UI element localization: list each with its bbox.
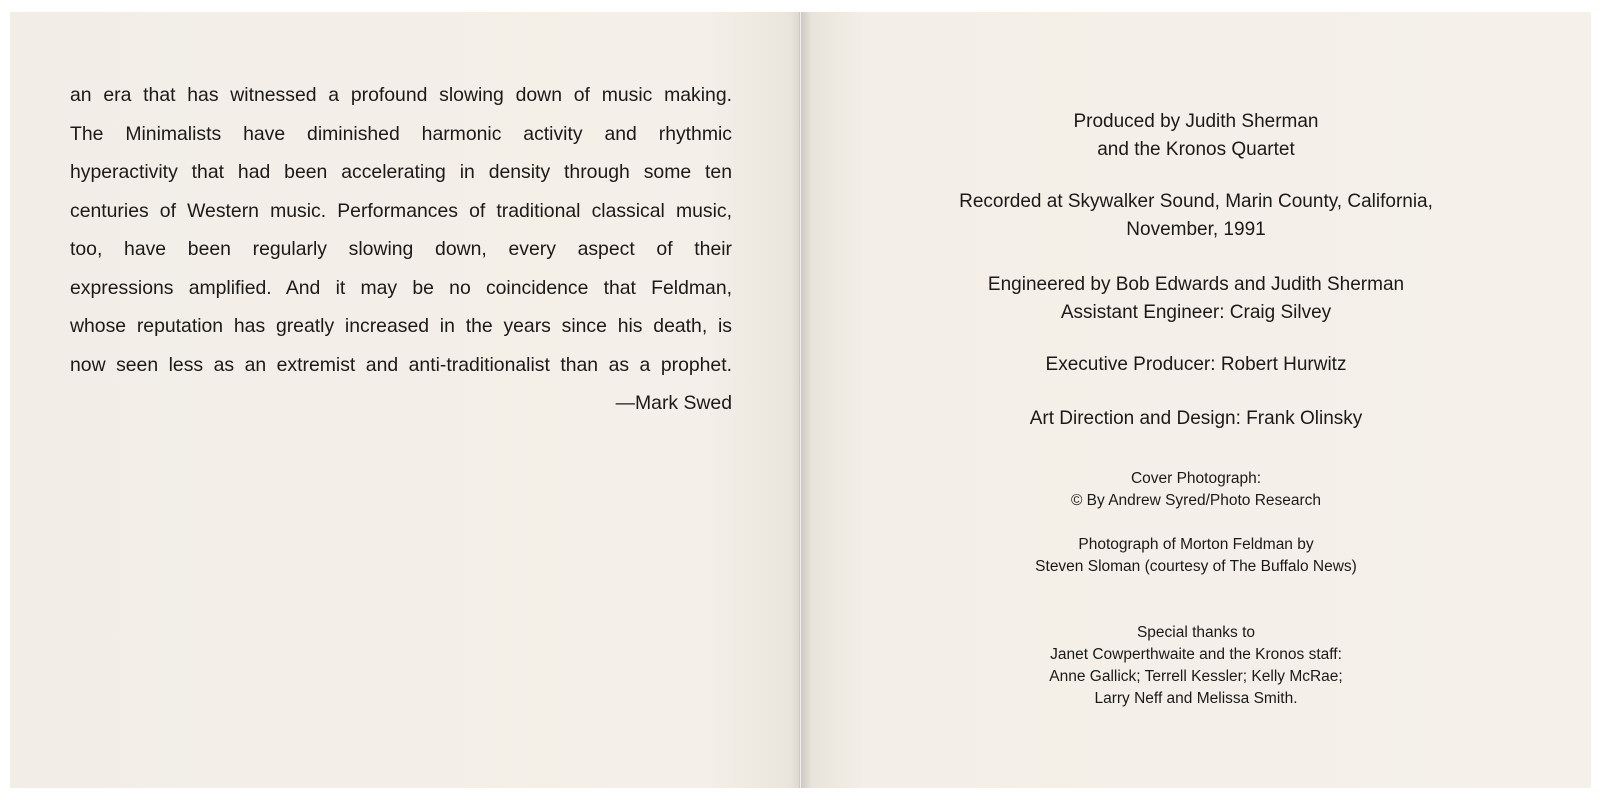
producer-credit: [801, 108, 1591, 164]
credit-line: Cover Photograph:: [1130, 470, 1262, 487]
recording-credit: [801, 188, 1591, 244]
credit-line: © By Andrew Syred/Photo Research: [1070, 492, 1322, 509]
left-page: [10, 12, 800, 788]
executive-producer-credit: [801, 351, 1591, 379]
essay-line: expressions amplified. And it may be no coincidence that Feldman,: [70, 276, 732, 299]
credit-line: and the Kronos Quartet: [1097, 139, 1295, 160]
essay-line: too, have been regularly slowing down, every aspect of their: [70, 238, 732, 260]
engineer-credit: [801, 271, 1591, 327]
cover-photo-credit: [801, 468, 1591, 512]
credit-line: Assistant Engineer: Craig Silvey: [1060, 302, 1332, 323]
essay-line: an era that has witnessed a profound slowing down of music making.: [70, 84, 732, 106]
feldman-photo-credit: [801, 534, 1591, 578]
credit-line: Larry Neff and Melissa Smith.: [1094, 690, 1298, 707]
credit-line: Janet Cowperthwaite and the Kronos staff:: [1050, 646, 1342, 663]
art-direction-credit: [801, 405, 1591, 433]
special-thanks: [801, 622, 1591, 710]
credit-line: Art Direction and Design: Frank Olinsky: [1029, 408, 1363, 429]
credit-line: Recorded at Skywalker Sound, Marin County, California,: [959, 191, 1433, 212]
credit-line: Produced by Judith Sherman: [1073, 111, 1319, 132]
credit-line: November, 1991: [1126, 219, 1266, 240]
credit-line: Engineered by Bob Edwards and Judith Sherman: [987, 274, 1405, 295]
essay-line: now seen less as an extremist and anti-traditionalist than as a prophet.: [70, 353, 732, 376]
essay-line: centuries of Western music. Performances of traditional classical music,: [70, 199, 732, 222]
credit-line: Anne Gallick; Terrell Kessler; Kelly McRae;: [1049, 668, 1343, 685]
essay-attribution: —Mark Swed: [615, 392, 732, 414]
essay-line: whose reputation has greatly increased in the years since his death, is: [70, 315, 732, 337]
credit-line: Special thanks to: [1136, 624, 1256, 641]
essay-text: [70, 76, 732, 423]
essay-line: The Minimalists have diminished harmonic activity and rhythmic: [70, 122, 732, 145]
credit-line: Photograph of Morton Feldman by: [1078, 536, 1314, 553]
credit-line: Executive Producer: Robert Hurwitz: [1045, 354, 1347, 375]
essay-line: hyperactivity that had been accelerating in density through some ten: [70, 161, 732, 183]
right-page: [801, 12, 1591, 788]
credit-line: Steven Sloman (courtesy of The Buffalo News): [1035, 558, 1357, 575]
